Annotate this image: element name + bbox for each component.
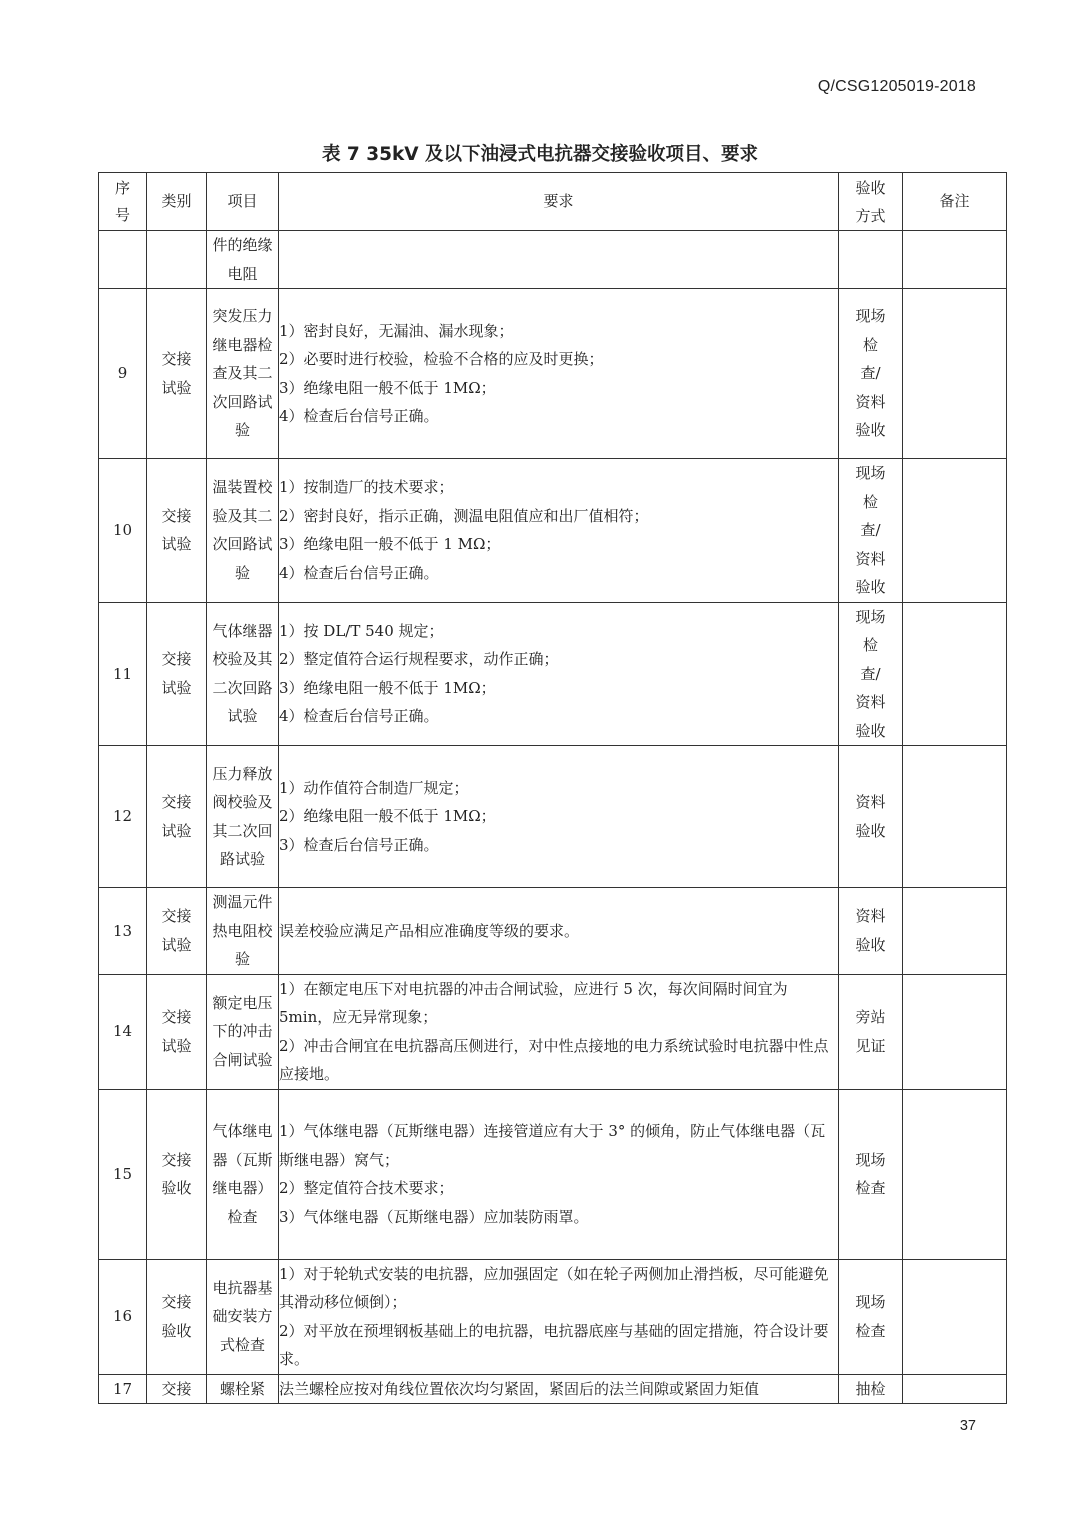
category-cell: 交接试验 (147, 888, 207, 975)
col-header-item: 项目 (207, 173, 279, 231)
category-cell: 交接验收 (147, 1089, 207, 1259)
method-cell: 现场检查/资料验收 (839, 602, 903, 746)
table-row (99, 1089, 1007, 1259)
requirement-cell (279, 1259, 839, 1374)
category-cell: 交接验收 (147, 1259, 207, 1374)
requirement-line: 3）检查后台信号正确。 (279, 835, 439, 854)
item-cell: 气体继电器（瓦斯继电器）检查 (207, 1089, 279, 1259)
table-row (99, 289, 1007, 459)
seq-cell: 14 (99, 974, 147, 1089)
remark-cell (903, 974, 1007, 1089)
seq-cell: 16 (99, 1259, 147, 1374)
method-cell (839, 231, 903, 289)
requirement-line: 1）气体继电器（瓦斯继电器）连接管道应有大于 3° 的倾角，防止气体继电器（瓦斯继电器）窝气； (279, 1122, 826, 1169)
requirement-cell (279, 602, 839, 746)
method-cell: 现场检查 (839, 1259, 903, 1374)
item-cell: 压力释放阀校验及其二次回路试验 (207, 746, 279, 888)
requirement-cell (279, 974, 839, 1089)
seq-cell: 13 (99, 888, 147, 975)
table-row (99, 602, 1007, 746)
method-cell: 资料验收 (839, 888, 903, 975)
requirement-cell (279, 1374, 839, 1404)
table-header-row (99, 173, 1007, 231)
table-row (99, 974, 1007, 1089)
category-cell: 交接试验 (147, 289, 207, 459)
category-cell: 交接试验 (147, 602, 207, 746)
category-cell: 交接试验 (147, 974, 207, 1089)
remark-cell (903, 888, 1007, 975)
seq-cell: 9 (99, 289, 147, 459)
method-cell: 现场检查/资料验收 (839, 459, 903, 603)
requirement-line: 4）检查后台信号正确。 (279, 707, 439, 726)
acceptance-table (98, 172, 1007, 1404)
table-title: 表 7 35kV 及以下油浸式电抗器交接验收项目、要求 (321, 144, 759, 165)
seq-cell: 11 (99, 602, 147, 746)
method-cell: 抽检 (839, 1374, 903, 1404)
requirement-line: 1）按 DL/T 540 规定； (279, 621, 444, 640)
requirement-line: 2）密封良好，指示正确，测温电阻值应和出厂值相符； (279, 506, 649, 525)
requirement-line: 法兰螺栓应按对角线位置依次均匀紧固，紧固后的法兰间隙或紧固力矩值 (279, 1379, 760, 1398)
col-header-requirement: 要求 (279, 173, 839, 231)
requirement-line: 4）检查后台信号正确。 (279, 407, 439, 425)
requirement-line: 3）绝缘电阻一般不低于 1MΩ； (279, 678, 496, 697)
requirement-line: 误差校验应满足产品相应准确度等级的要求。 (279, 921, 580, 940)
item-cell: 螺栓紧 (207, 1374, 279, 1404)
page-number: 37 (959, 1418, 976, 1434)
item-cell: 温装置校验及其二次回路试验 (207, 459, 279, 603)
category-cell: 交接 (147, 1374, 207, 1404)
col-header-category: 类别 (147, 173, 207, 231)
method-cell: 旁站见证 (839, 974, 903, 1089)
requirement-line: 3）气体继电器（瓦斯继电器）应加装防雨罩。 (279, 1207, 589, 1226)
category-cell: 交接试验 (147, 746, 207, 888)
table-row (99, 888, 1007, 975)
requirement-line: 1）对于轮轨式安装的电抗器，应加强固定（如在轮子两侧加止滑挡板，尽可能避免其滑动移位倾倒）； (279, 1264, 829, 1311)
item-cell: 电抗器基础安装方式检查 (207, 1259, 279, 1374)
remark-cell (903, 1259, 1007, 1374)
table-row (99, 1374, 1007, 1404)
item-cell: 突发压力继电器检查及其二次回路试验 (207, 289, 279, 459)
requirement-cell (279, 888, 839, 975)
table-row (99, 746, 1007, 888)
requirement-cell (279, 459, 839, 603)
requirement-cell (279, 289, 839, 459)
seq-cell: 10 (99, 459, 147, 603)
item-cell: 气体继器校验及其二次回路试验 (207, 602, 279, 746)
requirement-line: 1）密封良好，无漏油、漏水现象； (279, 321, 514, 340)
requirement-line: 2）整定值符合运行规程要求，动作正确； (279, 650, 559, 669)
requirement-cell (279, 1089, 839, 1259)
requirement-line: 3）绝缘电阻一般不低于 1 MΩ； (279, 535, 501, 554)
table-row (99, 459, 1007, 603)
category-cell: 交接试验 (147, 459, 207, 603)
remark-cell (903, 1374, 1007, 1404)
item-cell: 件的绝缘电阻 (207, 231, 279, 289)
remark-cell (903, 746, 1007, 888)
seq-cell (99, 231, 147, 289)
method-cell: 现场检查/资料验收 (839, 289, 903, 459)
col-header-method: 验收方式 (839, 173, 903, 231)
requirement-line: 2）对平放在预埋钢板基础上的电抗器，电抗器底座与基础的固定措施，符合设计要求。 (279, 1321, 829, 1368)
requirement-line: 4）检查后台信号正确。 (279, 563, 439, 582)
remark-cell (903, 231, 1007, 289)
requirement-line: 1）按制造厂的技术要求； (279, 478, 454, 497)
remark-cell (903, 459, 1007, 603)
standard-code: Q/CSG1205019-2018 (817, 78, 976, 95)
item-cell: 额定电压下的冲击合闸试验 (207, 974, 279, 1089)
table-row (99, 1259, 1007, 1374)
remark-cell (903, 1089, 1007, 1259)
requirement-line: 2）绝缘电阻一般不低于 1MΩ； (279, 807, 496, 826)
remark-cell (903, 289, 1007, 459)
seq-cell: 15 (99, 1089, 147, 1259)
remark-cell (903, 602, 1007, 746)
requirement-line: 1）动作值符合制造厂规定； (279, 778, 469, 797)
requirement-line: 1）在额定电压下对电抗器的冲击合闸试验，应进行 5 次，每次间隔时间宜为 5min，应无异常现象； (279, 979, 788, 1026)
requirement-line: 2）必要时进行校验，检验不合格的应及时更换； (279, 350, 604, 368)
item-cell: 测温元件热电阻校验 (207, 888, 279, 975)
seq-cell: 12 (99, 746, 147, 888)
requirement-line: 2）整定值符合技术要求； (279, 1179, 454, 1197)
method-cell: 现场检查 (839, 1089, 903, 1259)
col-header-seq: 序号 (99, 173, 147, 231)
requirement-line: 2）冲击合闸宜在电抗器高压侧进行，对中性点接地的电力系统试验时电抗器中性点应接地。 (279, 1036, 829, 1083)
category-cell (147, 231, 207, 289)
col-header-remark: 备注 (903, 173, 1007, 231)
method-cell: 资料验收 (839, 746, 903, 888)
requirement-cell (279, 746, 839, 888)
requirement-line: 3）绝缘电阻一般不低于 1MΩ； (279, 378, 496, 397)
requirement-cell (279, 231, 839, 289)
seq-cell: 17 (99, 1374, 147, 1404)
table-row (99, 231, 1007, 289)
